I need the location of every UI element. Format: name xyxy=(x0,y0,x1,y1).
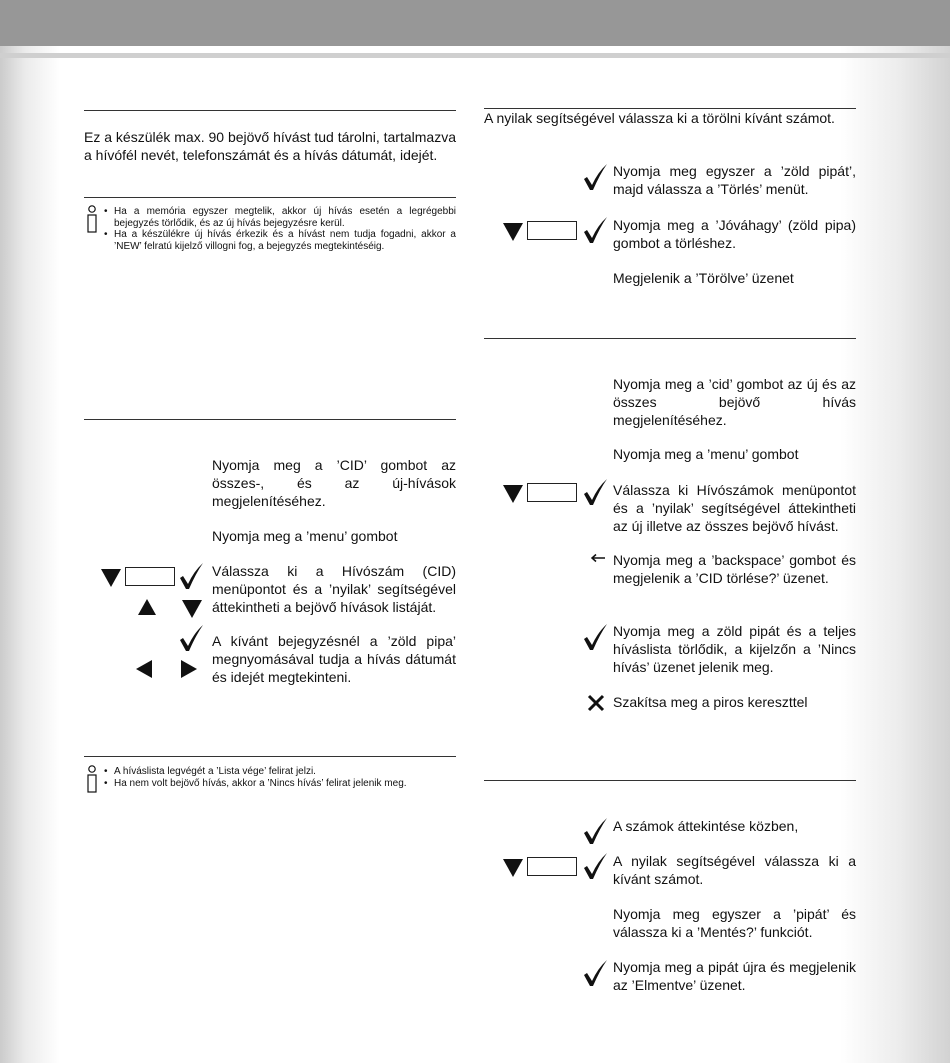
note-item: • Ha a készülékre új hívás érkezik és a hívást nem tudja fogadni, akkor a ’NEW’ felratú kijelző villogni fog, a bejegyzés megtekintéséig. xyxy=(104,229,456,252)
header-bar xyxy=(0,0,950,46)
step-text: Nyomja meg egyszer a ’pipát’ és válassza ki a ’Mentés?’ funkciót. xyxy=(613,906,856,940)
up-arrow-icon xyxy=(138,599,156,615)
note-item: • Ha a memória egyszer megtelik, akkor új hívás esetén a legrégebbi bejegyzés törlődik, és az új hívás bejegyzésre kerül. xyxy=(104,206,456,229)
step-text: Válassza ki a Hívószám (CID) menüpontot és a ’nyilak’ segítségével áttekintheti a bejövő hívások listáját. xyxy=(212,563,456,615)
display-box-icon xyxy=(527,483,577,502)
section-divider xyxy=(84,197,456,198)
check-icon xyxy=(178,562,204,590)
step-text: Nyomja meg a pipát újra és megjelenik az ’Elmentve’ üzenet. xyxy=(613,959,856,993)
section-divider xyxy=(484,338,856,339)
intro-text: Ez a készülék max. 90 bejövő hívást tud tárolni, tartalmazva a hívófél nevét, telefonszámát és a hívás dátumát, idejét. xyxy=(84,129,456,163)
memory-note xyxy=(104,206,456,252)
down-arrow-icon xyxy=(503,859,523,877)
step-text: Válassza ki Hívószámok menüpontot és a ’nyilak’ segítségével áttekintheti az új illetve az összes bejövő hívást. xyxy=(613,482,856,534)
step-text: Nyomja meg a zöld pipát és a teljes híváslista törlődik, a kijelzőn a ’Nincs hívás’ üzenet jelenik meg. xyxy=(613,623,856,675)
section-divider xyxy=(484,780,856,781)
step-text: Megjelenik a ’Törölve’ üzenet xyxy=(613,270,794,286)
step-text: Nyomja meg a ’CID’ gombot az összes-, és az új-hívások megjelenítéséhez. xyxy=(212,457,456,509)
left-arrow-icon xyxy=(136,660,152,678)
check-icon xyxy=(582,817,608,845)
section-divider xyxy=(84,110,456,111)
section-heading: A nyilak segítségével válassza ki a törölni kívánt számot. xyxy=(484,110,835,126)
note-item: • Ha nem volt bejövő hívás, akkor a ’Nincs hívás’ felirat jelenik meg. xyxy=(104,778,456,790)
check-icon xyxy=(582,852,608,880)
step-text: Nyomja meg a ’backspace’ gombot és megjelenik a ’CID törlése?’ üzenet. xyxy=(613,552,856,586)
step-text: Nyomja meg a ’menu’ gombot xyxy=(613,446,799,462)
note-item: • A híváslista legvégét a ’Lista vége’ felirat jelzi. xyxy=(104,766,456,778)
section-divider xyxy=(84,419,456,420)
check-icon xyxy=(582,163,608,191)
step-text: Nyomja meg egyszer a ’zöld pipát’, majd válassza a ’Törlés’ menüt. xyxy=(613,163,856,197)
step-text: A kívánt bejegyzésnél a ’zöld pipa’ megnyomásával tudja a hívás dátumát és idejét megtekinteni. xyxy=(212,633,456,685)
header-stripe xyxy=(0,53,950,58)
check-icon xyxy=(582,216,608,244)
step-text: Nyomja meg a ’cid’ gombot az új és az összes bejövő hívás megjelenítéséhez. xyxy=(613,376,856,428)
down-arrow-icon xyxy=(503,485,523,503)
display-box-icon xyxy=(527,221,577,240)
check-icon xyxy=(582,623,608,651)
right-arrow-icon xyxy=(181,660,197,678)
section-divider xyxy=(84,756,456,757)
display-box-icon xyxy=(125,567,175,586)
list-note xyxy=(104,766,456,789)
check-icon xyxy=(178,624,204,652)
down-arrow-icon xyxy=(182,600,202,618)
step-text: Nyomja meg a ’menu’ gombot xyxy=(212,528,398,544)
step-text: Szakítsa meg a piros kereszttel xyxy=(613,694,808,710)
info-icon xyxy=(85,205,99,233)
backspace-icon xyxy=(590,553,606,563)
down-arrow-icon xyxy=(101,569,121,587)
down-arrow-icon xyxy=(503,223,523,241)
step-text: A számok áttekintése közben, xyxy=(613,818,799,834)
info-icon xyxy=(85,765,99,793)
display-box-icon xyxy=(527,857,577,876)
check-icon xyxy=(582,478,608,506)
step-text: Nyomja meg a ’Jóváhagy’ (zöld pipa) gombot a törléshez. xyxy=(613,217,856,251)
cross-icon xyxy=(587,694,605,712)
check-icon xyxy=(582,959,608,987)
step-text: A nyilak segítségével válassza ki a kívánt számot. xyxy=(613,853,856,887)
